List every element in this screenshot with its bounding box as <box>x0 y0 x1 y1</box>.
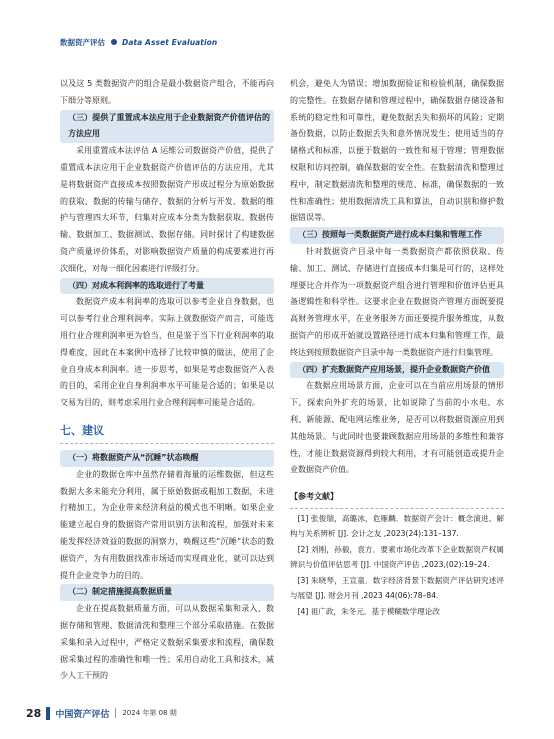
left-column <box>60 76 274 685</box>
paragraph: 数据资产成本利润率的选取可以参考企业自身数据，也可以参考行业合理利润率。实际上就数据资产而言，可能选用行业合理利润率更为恰当，但是鉴于当下行业利润率的取得难度，因此在本案例中选择了比较审慎的做法，使用了企业自身成本利润率。进一步思考，如果是考虑数据资产入表的目的，采用企业自身利润率水平可能是合适的；如果是以交易为目的，则考虑采用行业合理利润率可能是合适的。 <box>60 297 274 408</box>
subsection-heading: （三）提供了重置成本法应用于企业数据资产价值评估的方法应用 <box>60 110 274 144</box>
paragraph: 企业在提高数据质量方面，可以从数据采集和录入、数据存储和管理、数据清洗和整理三个部分采取措施。在数据采集和录入过程中，严格定义数据采集要求和流程，确保数据采集过程的准确性和唯一性；采用自动化工具和技术，减少人工干预的 <box>60 604 274 681</box>
subsection-heading: （四）对成本利润率的选取进行了考量 <box>60 278 274 295</box>
reference-item: [1] 张俊瑞，高璐冰，危雁麟．数据资产会计：概念演进、解构与关系辨析 [J]. 会计之友 ,2023(24):131–137. <box>290 513 504 539</box>
reference-item: [2] 刘刚，孙毅，袁方．要素市场化改革下企业数据资产权属辨识与价值评估思考 [J]. 中国资产评估 ,2023,(02):19–24. <box>290 544 504 570</box>
paragraph: 采用重置成本法评估 A 运维公司数据资产价值，提供了重置成本法应用于企业数据资产价值评估的方法应用，尤其是将数据资产直接成本按照数据资产形成过程分为原始数据的获取、数据的传输与储存、数据的分析与开发、数据的维护与管理四大环节，归集对应成本分类为数据获取、数据传输、数据加工、数据测试、数据存储。同时探讨了构建数据资产质量评价体系，对影响数据资产质量的构成要素进行再次细化，对每一细化因素进行评级打分。 <box>60 146 274 273</box>
header-title-cn: 数据资产评估 <box>60 37 105 47</box>
footer-bar-icon <box>46 707 50 720</box>
reference-item: [4] 祖广政，朱冬元．基于模糊数学理论改 <box>297 606 440 616</box>
subsection-heading: （一）将数据资产从“沉睡”状态唤醒 <box>60 450 274 467</box>
subsection-heading: （二）制定措施提高数据质量 <box>60 584 274 601</box>
paragraph: 以及这 5 类数据资产的组合是最小数据资产组合，不能再向下细分等原则。 <box>60 79 274 105</box>
paragraph: 机会，避免人为错误；增加数据验证和检验机制，确保数据的完整性。在数据存储和管理过程中，确保数据存储设备和系统的稳定性和可靠性，避免数据丢失和损坏的风险；定期备份数据，以防止数据丢失和意外情况发生；使用适当的存储格式和标准，以便于数据的一致性和易于管理；管理数据权限和访问控制，确保数据的安全性。在数据清洗和整理过程中，制定数据清洗和整理的规范、标准，确保数据的一致性和准确性；使用数据清洗工具和算法，自动识别和修护数据错误等。 <box>290 79 504 223</box>
reference-item: [3] 朱晓琴，王宣童．数字经济背景下数据资产评估研究述评与展望 [J]. 财会月刊 ,2023 44(06):78–84. <box>290 575 504 601</box>
page-number: 28 <box>26 706 42 720</box>
header-dot-icon <box>111 39 117 45</box>
right-column <box>290 76 504 619</box>
page-footer <box>26 705 177 721</box>
running-header <box>60 36 217 48</box>
references-title: 【参考文献】 <box>290 489 504 509</box>
header-title-en: Data Asset Evaluation <box>122 37 218 47</box>
issue-label: 2024 年第 08 期 <box>122 709 177 717</box>
section-heading: 七、建议 <box>60 422 274 444</box>
magazine-name: 中国资产评估 <box>55 709 110 720</box>
subsection-heading: （四）扩充数据资产应用场景，提升企业数据资产价值 <box>290 362 504 379</box>
paragraph: 在数据应用场景方面，企业可以在当前应用场景的情形下，探索向外扩充的场景，比如说除了当前的小水电、水利、新能源、配电网运维业务，是否可以将数据资源应用到其他场景。与此同时也要兼顾数据应用场景的多维性和兼容性，才能让数据资源得到较大利用，才有可能创造或提升企业数据资产价值。 <box>290 381 504 475</box>
subsection-heading: （三）按照每一类数据资产进行成本归集和管理工作 <box>290 227 504 244</box>
footer-divider <box>115 708 116 718</box>
paragraph: 针对数据资产目录中每一类数据资产都依照获取、传输、加工、测试、存储进行直接成本归集是可行的，这样处理要比合并作为一项数据资产组合进行管理和价值评估更具备逻辑性和科学性。这要求企业在数据资产管理方面既要提高财务管理水平，在业务服务方面还要提升服务维度，从数据资产的形成开始就设置路径进行成本归集和管理工作，最终达到按照数据资产目录中每一类数据资产进行归集管理。 <box>290 246 504 357</box>
paragraph: 企业的数据仓库中虽然存储着海量的运维数据，但这些数据大多未能充分利用，属于原始数据或粗加工数据，未进行精加工，为企业带来经济利益的模式也不明晰。如果企业能建立起自身的数据资产常用识别方法和流程，加强对未来能发挥经济效益的数据的洞察力，唤醒这些“沉睡”状态的数据资产，为有用数据找准市场适而实现商业化，就可以达到提升企业竞争力的目的。 <box>60 469 274 580</box>
